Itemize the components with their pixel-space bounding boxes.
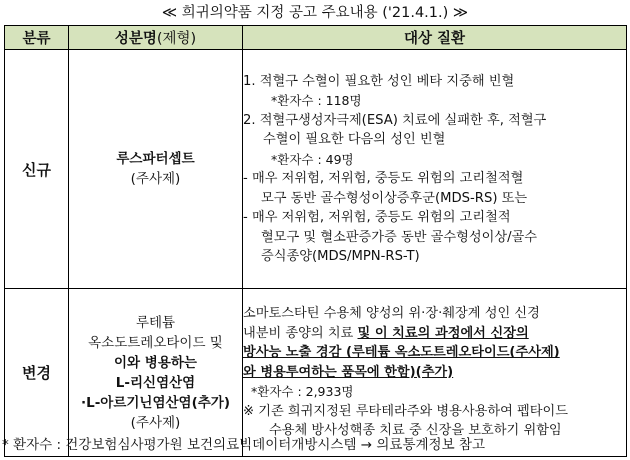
- category-new: 신규: [5, 50, 69, 289]
- drug-name-line: 옥소도트레오타이드 및: [88, 334, 223, 351]
- header-ingredient-main: 성분명: [114, 31, 157, 47]
- drug-name-line-bold: L-리신염산염: [115, 374, 196, 391]
- drug-form: (주사제): [130, 414, 181, 431]
- patient-count: *환자수 : 49명: [271, 151, 354, 167]
- indication-line: - 매우 저위험, 저위험, 중등도 위험의 고리철적: [243, 210, 511, 225]
- header-ingredient: [69, 26, 243, 50]
- drug-name-line: 루테튬: [135, 314, 176, 331]
- indication-added-text: 와 병용투여하는 품목에 한함)(추가): [243, 364, 454, 380]
- indication-line: 혈모구 및 혈소판증가증 동반 골수형성이상/골수: [261, 229, 537, 245]
- patient-count: *환자수 : 2,933명: [251, 384, 354, 400]
- indication-new: [243, 50, 627, 289]
- indication-line: 소마토스타틴 수용체 양성의 위·장·췌장계 성인 신경: [243, 306, 540, 322]
- indication-line: 증식종양(MDS/MPN-RS-T): [261, 249, 420, 264]
- footnote: * 환자수 : 건강보험심사평가원 보건의료빅데이터개방시스템 → 의료통계정보 참고: [2, 437, 486, 453]
- header-category: 분류: [5, 26, 69, 50]
- indication-text: 내분비 종양의 치료: [243, 325, 358, 341]
- drug-name: 루스파터셉트: [116, 151, 195, 167]
- drug-name-new: [69, 50, 243, 289]
- indication-added-text: 및 이 치료의 과정에서 신장의: [357, 325, 529, 341]
- indication-line: [243, 324, 626, 344]
- header-ingredient-sub: (제형): [156, 31, 197, 47]
- category-change: 변경: [5, 289, 69, 457]
- remark-line: 수용체 방사성핵종 치료 중 신장을 보호하기 위함임: [269, 423, 562, 439]
- indication-line: 모구 동반 골수형성이상증후군(MDS-RS) 또는: [261, 190, 528, 206]
- drug-name-change: [69, 289, 243, 457]
- indication-line: 수혈이 필요한 다음의 성인 빈혈: [263, 132, 446, 147]
- indication-change: [243, 289, 627, 457]
- orphan-drug-table: [4, 25, 627, 457]
- page-title: ≪ 희귀의약품 지정 공고 주요내용 ('21.4.1.) ≫: [161, 5, 469, 21]
- indication-line: - 매우 저위험, 저위험, 중등도 위험의 고리철적혈: [243, 171, 524, 186]
- table-row-change: [5, 289, 627, 457]
- indication-line: 1. 적혈구 수혈이 필요한 성인 베타 지중해 빈혈: [243, 73, 515, 89]
- indication-line: 2. 적혈구생성자극제(ESA) 치료에 실패한 후, 적혈구: [243, 112, 547, 128]
- remark-line: ※ 기존 희귀지정된 루타테라주와 병용사용하여 펩타이드: [243, 403, 569, 419]
- drug-name-line-bold: 이와 병용하는: [114, 354, 197, 371]
- patient-count: *환자수 : 118명: [271, 93, 362, 108]
- drug-name-line-bold: ·L-아르기닌염산염(추가): [80, 394, 231, 411]
- table-row-new: [5, 50, 627, 289]
- header-indication: 대상 질환: [243, 26, 627, 50]
- table-header-row: [5, 26, 627, 50]
- indication-added-text: 방사능 노출 경감 (루테튬 옥소도트레오타이드(주사제): [243, 345, 560, 361]
- drug-form: (주사제): [130, 171, 181, 187]
